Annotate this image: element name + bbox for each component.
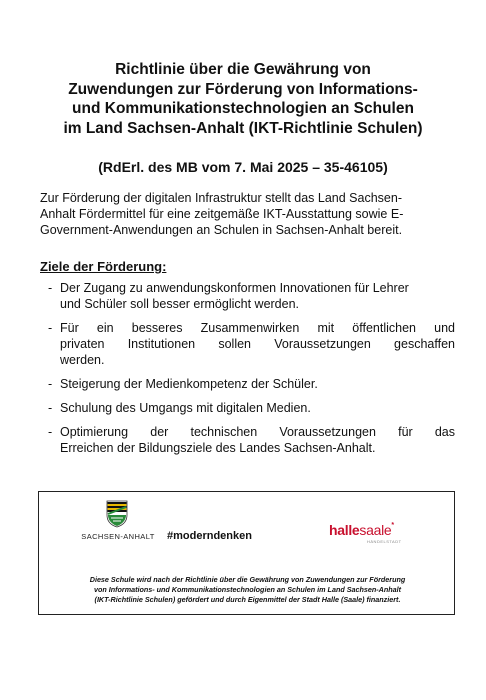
notice-line: von Informations- und Kommunikationstechnologien an Schulen im Land Sachsen-Anhalt xyxy=(93,585,402,594)
funding-notice-box xyxy=(38,491,455,615)
title-line: und Kommunikationstechnologien an Schulen xyxy=(72,100,414,117)
logo-text: saale xyxy=(359,522,392,538)
list-item-line: - Optimierung der technischen Voraussetzungen für das xyxy=(60,425,455,439)
list-item-line: - Schulung des Umgangs mit digitalen Medien. xyxy=(60,401,311,415)
logo-text: halle xyxy=(329,522,360,538)
intro-line: Anhalt Fördermittel für eine zeitgemäße IKT-Ausstattung sowie E- xyxy=(40,207,404,221)
star-icon: * xyxy=(391,522,394,529)
list-item-line: - Für ein besseres Zusammenwirken mit öffentlichen und xyxy=(60,321,455,335)
halle-saale-logo xyxy=(329,522,419,550)
list-item-line: werden. xyxy=(60,353,105,367)
title-line: im Land Sachsen-Anhalt (IKT-Richtlinie Schulen) xyxy=(63,119,423,137)
list-item xyxy=(48,320,455,368)
goals-list xyxy=(48,280,455,464)
coat-of-arms-icon xyxy=(106,500,128,528)
list-item-line: und Schüler soll besser ermöglicht werden. xyxy=(60,297,300,311)
list-item-line: - Der Zugang zu anwendungskonformen Innovationen für Lehrer xyxy=(60,281,409,295)
list-item xyxy=(48,424,455,456)
intro-line: Zur Förderung der digitalen Infrastruktur stellt das Land Sachsen- xyxy=(40,191,402,205)
document-title xyxy=(30,60,456,138)
sachsen-anhalt-logo xyxy=(73,500,163,544)
notice-line: (IKT-Richtlinie Schulen) gefördert und durch Eigenmittel der Stadt Halle (Saale) finanziert. xyxy=(94,595,401,604)
title-line: Richtlinie über die Gewährung von xyxy=(115,61,371,78)
list-item-line: - Steigerung der Medienkompetenz der Schüler. xyxy=(60,377,318,391)
list-item xyxy=(48,280,455,312)
list-item-line: privaten Institutionen sollen Voraussetzungen geschaffen xyxy=(60,337,455,351)
section-heading: Ziele der Förderung: xyxy=(40,259,167,274)
intro-paragraph xyxy=(40,190,455,238)
logo-small-text: HÄNDELSTADT xyxy=(367,539,402,544)
list-item xyxy=(48,376,455,392)
hashtag-slogan: #moderndenken xyxy=(167,530,252,542)
list-item-line: Erreichen der Bildungsziele des Landes Sachsen-Anhalt. xyxy=(60,441,376,455)
intro-line: Government-Anwendungen an Schulen in Sachsen-Anhalt bereit. xyxy=(40,223,403,237)
document-subtitle: (RdErl. des MB vom 7. Mai 2025 – 35-46105) xyxy=(98,159,388,175)
title-line: Zuwendungen zur Förderung von Informations- xyxy=(68,80,418,98)
funding-notice-text xyxy=(51,575,444,605)
notice-line: Diese Schule wird nach der Richtlinie über die Gewährung von Zuwendungen zur Förderung xyxy=(89,575,406,584)
list-item xyxy=(48,400,455,416)
logo-text: SACHSEN-ANHALT xyxy=(81,532,155,541)
